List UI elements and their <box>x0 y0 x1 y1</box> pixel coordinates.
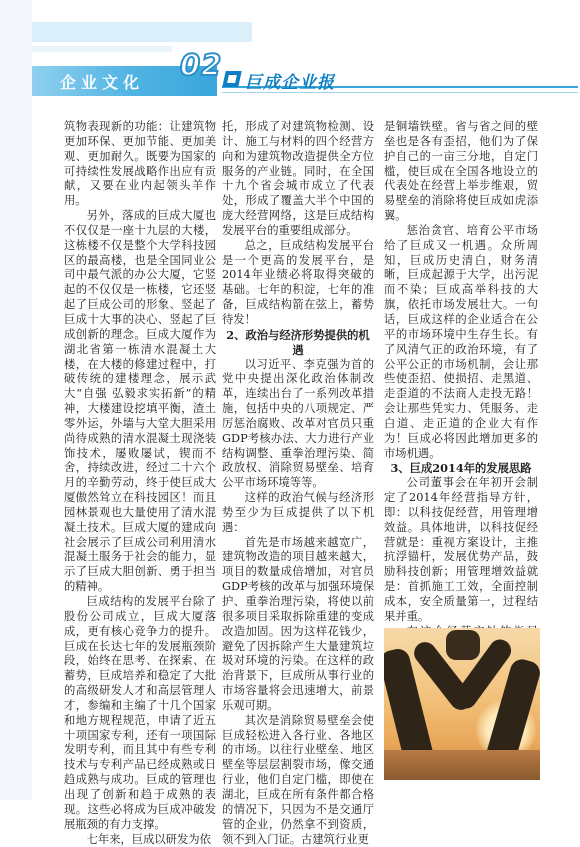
publication-name: 巨成企业报 <box>245 68 335 93</box>
article-column-1 <box>64 120 216 780</box>
paragraph: 其次是消除贸易壁垒会使巨成轻松进入各行业、各地区的市场。以往行业壁垒、地区壁垒等层层割裂市场，像交通行业，他们自定门槛，即使在湖北，巨成在所有条件都合格的情况下，只因为不是交通厅管的企业，仍然拿不到资质，领不到入门证。古建筑行业更 <box>222 714 374 847</box>
section-heading: 3、巨成2014年的发展思路 <box>384 461 538 476</box>
paragraph: 巨成结构的发展平台除了股份公司成立，巨成大厦落成，更有核心竞争力的提升。巨成在长达七年的发展瓶颈阶段，始终在思考、在探索、在蓄势，巨成培养和稳定了大批的高级研发人才和高层管理人才，参编和主编了十几个国家和地方规程规范，申请了近五十项国家专利，还有一项国际发明专利，而且其中有些专利技术与专利产品已经成熟或日趋成熟与成功。巨成的管理也出现了创新和趋于成熟的表现。这些必将成为巨成冲破发展瓶颈的有力支撑。 <box>64 595 216 833</box>
photo-ground <box>384 750 540 780</box>
paragraph: 另外，落成的巨成大厦也不仅仅是一座十九层的大楼，这栋楼不仅是整个大学科技园区的最高楼，也是全国同业公司中最气派的办公大厦，它竖起的不仅仅是一栋楼，它还竖起了巨成公司的形象、竖起了巨成十大事的决心、竖起了巨成创新的理念。巨成大厦作为湖北省第一栋清水混凝土大楼，在大楼的修建过程中，打破传统的建楼理念，展示武大“自强 弘毅求实拓新”的精神，大楼建设挖填平衡，渣土零外运，外墙与大堂大胆采用尚待成熟的清水混凝土现浇装饰技术，屡败屡试，锲而不舍，持续改进，经过二十六个月的辛勤劳动，终于使巨成大厦傲然耸立在科技园区！而且园林景观也大量使用了清水混凝土技术。巨成大厦的建成向社会展示了巨成公司利用清水混凝土服务于社会的能力，显示了巨成大胆创新、勇于担当的精神。 <box>64 209 216 595</box>
paragraph: 七年来，巨成以研发为依 <box>64 833 216 847</box>
header-decor-band-thin <box>32 46 172 52</box>
paragraph: 以习近平、李克强为首的党中央提出深化政治体制改革，连续出台了一系列改革措施，包括中央的八项规定、严厉惩治腐败、改革对官员只重GDP考核办法、大力进行产业结构调整、重拳治理污染、简政放权、消除贸易壁垒、培育公平市场环境等等。 <box>222 358 374 492</box>
paragraph: 总之，巨成结构发展平台是一个更高的发展平台，是2014年业绩必将取得突破的基础。七年的积淀，七年的准备，巨成结构箭在弦上，蓄势待发！ <box>222 239 374 328</box>
article-column-2 <box>222 120 374 780</box>
paragraph-continued: 托，形成了对建筑物检测、设计、施工与材料的四个经营方向和为建筑物改造提供全方位服务的产业链。同时，在全国十九个省会城市成立了代表处，形成了覆盖大半个中国的庞大经营网络，这是巨成结构发展平台的重要组成部分。 <box>222 120 374 239</box>
paragraph-continued: 筑物表现新的功能：让建筑物更加环保、更加节能、更加美观、更加耐久。既要为国家的可持续性发展战略作出应有贡献，又要在业内起领头羊作用。 <box>64 120 216 209</box>
paragraph: 惩治贪官、培育公平市场给了巨成又一机遇。众所周知，巨成历史清白，财务清晰，巨成起源于大学，出污泥而不染；巨成高举科技的大旗，依托市场发展壮大。一句话，巨成这样的企业适合在公平的市场环境中生存生长。有了风清气正的政治环境，有了公平公正的市场机制，会让那些使歪招、使损招、走黑道、走歪道的不法商人走投无路！会让那些凭实力、凭服务、走白道、走正道的企业大有作为！巨成必将因此增加更多的市场机遇。 <box>384 224 538 462</box>
header-decor-band <box>32 22 252 42</box>
page-header <box>32 0 580 110</box>
clasped-hands <box>446 630 480 660</box>
publication-logo-icon <box>222 71 241 87</box>
section-label: 企业文化 <box>60 70 144 93</box>
paragraph: 这样的政治气候与经济形势至少为巨成提供了以下机遇： <box>222 491 374 536</box>
handshake-photo <box>384 628 540 780</box>
article-column-3 <box>384 120 538 630</box>
paragraph: 公司董事会在年初开会制定了2014年经营指导方针，即：以科技促经营，用管理增效益。具体地讲，以科技促经营就是：重视方案设计，主推抗浮锚杆，发展优势产品，鼓励科技创新；用管理增效益就是：首抓施工工效，全面控制成本，安全质量第一，过程结果并重。 <box>384 476 538 624</box>
page-left-margin-strip <box>0 0 32 800</box>
paragraph-continued: 是铜墙铁壁。省与省之间的壁垒也是各有歪招，他们为了保护自己的一亩三分地，自定门槛，使巨成在全国各地设立的代表处在经营上举步维艰，贸易壁垒的消除将使巨成如虎添翼。 <box>384 120 538 224</box>
page-number: 02 <box>180 48 222 82</box>
paragraph: 首先是市场越来越宽广，建筑物改造的项目越来越大，项目的数量成倍增加，对官员GDP考核的改革与加强环境保护、重拳治理污染，将使以前很多项目采取拆除重建的变成改造加固。因为这样花钱少，避免了因拆除产生大量建筑垃圾对环境的污染。在这样的政治背景下，巨成所从事行业的市场容量将会迅速增大，前景乐观可期。 <box>222 536 374 714</box>
section-heading: 2、政治与经济形势提供的机遇 <box>222 328 374 358</box>
